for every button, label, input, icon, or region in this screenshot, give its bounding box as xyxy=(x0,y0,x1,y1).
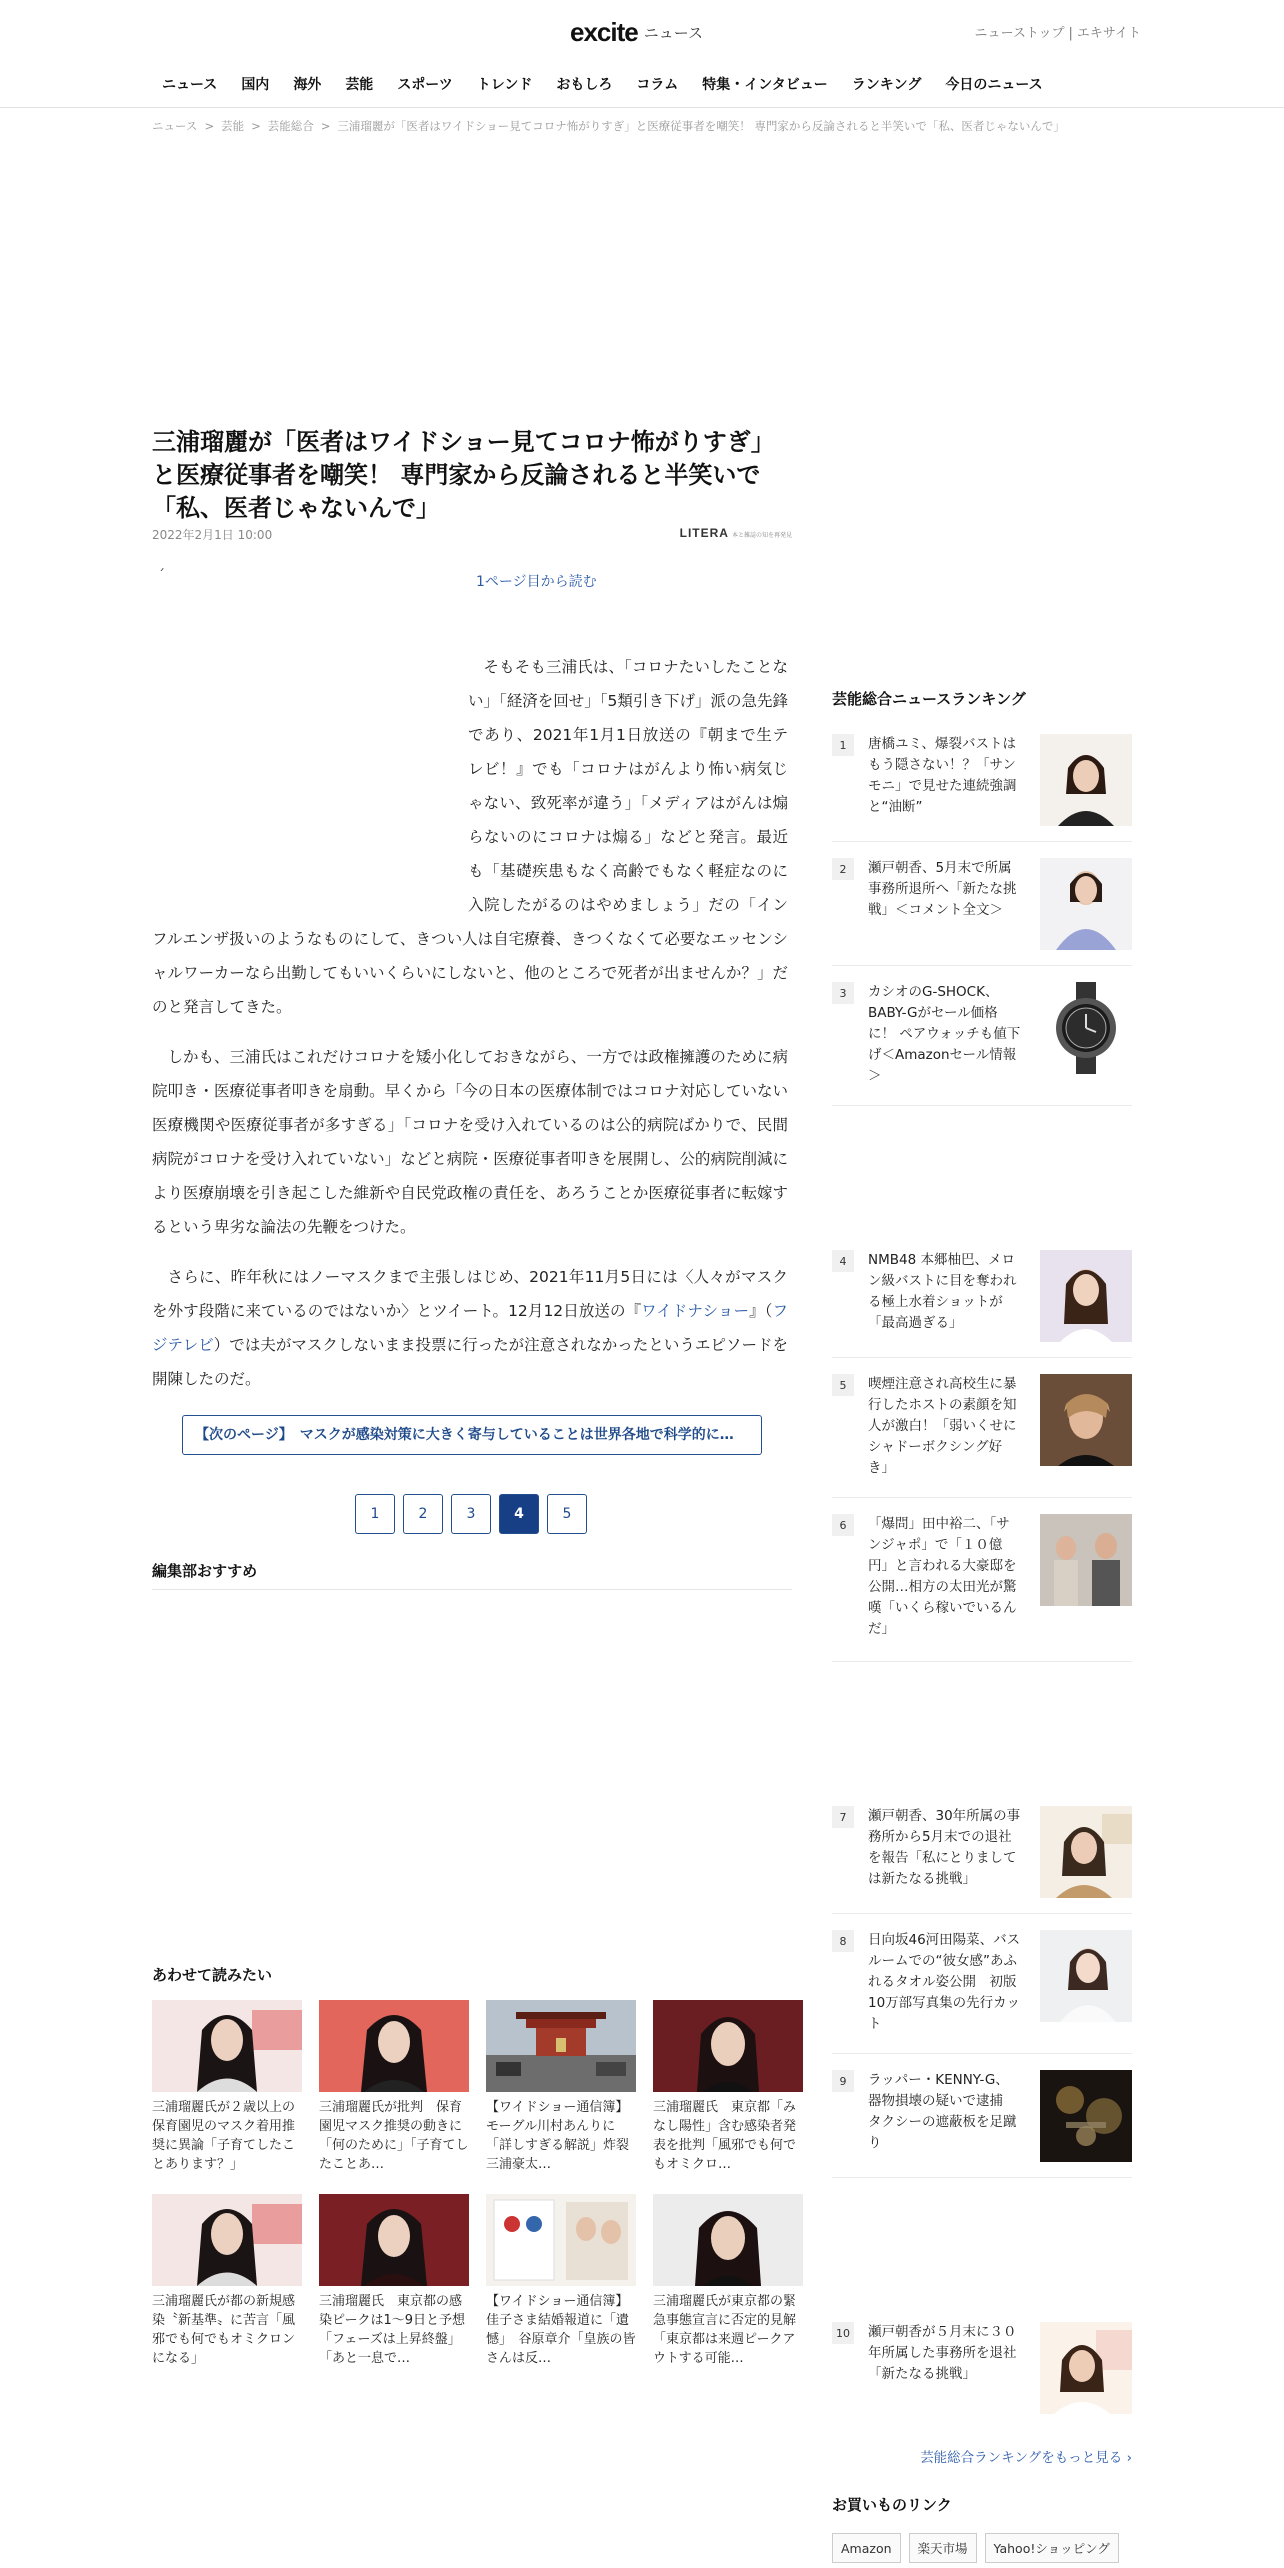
ranking-number: 2 xyxy=(832,858,854,880)
related-item[interactable] xyxy=(319,2000,469,2174)
page-3-button[interactable]: 3 xyxy=(451,1494,491,1534)
ranking-item[interactable] xyxy=(832,2070,1132,2178)
rakuten-link[interactable]: 楽天市場 xyxy=(909,2533,977,2563)
ranking-item[interactable] xyxy=(832,1374,1132,1498)
page-1-button[interactable]: 1 xyxy=(355,1494,395,1534)
widenashow-link[interactable]: ワイドナショー xyxy=(641,1302,750,1320)
ranking-title: 瀬戸朝香、5月末で所属事務所退所へ「新たな挑戦」＜コメント全文＞ xyxy=(868,860,1017,918)
separator: | xyxy=(1068,26,1073,41)
shopping-links xyxy=(832,2533,1119,2563)
source-logo[interactable] xyxy=(680,526,792,540)
ranking-title: カシオのG-SHOCK、BABY-Gがセール価格に！ ペアウォッチも値下げ＜Amazonセール情報＞ xyxy=(868,984,1021,1084)
ranking-item[interactable] xyxy=(832,2322,1132,2430)
related-title: 三浦瑠麗氏が都の新規感染〝新基準〟に苦言「風邪でも何でもオミクロンになる」 xyxy=(152,2294,296,2366)
nav-domestic[interactable]: 国内 xyxy=(241,77,270,93)
nav-column[interactable]: コラム xyxy=(636,77,679,93)
shopping-links-heading: お買いものリンク xyxy=(832,2496,952,2514)
ranking-title: NMB48 本郷柚巴、メロン級バストに目を奪われる極上水着ショットが「最高過ぎる」 xyxy=(868,1252,1017,1331)
ranking-thumbnail xyxy=(1040,858,1132,950)
ranking-title: 瀬戸朝香、30年所属の事務所から5月末での退社を報告「私にとりましては新たなる挑戦」 xyxy=(868,1808,1021,1887)
related-thumbnail xyxy=(152,2000,302,2092)
ranking-title: 喫煙注意され高校生に暴行したホストの素顔を知人が激白！「弱いくせにシャドーボクシング好き」 xyxy=(868,1376,1017,1476)
pagination xyxy=(355,1494,587,1534)
recommend-heading: 編集部おすすめ xyxy=(152,1562,258,1580)
nav-ranking[interactable]: ランキング xyxy=(851,77,922,93)
breadcrumb-separator: > xyxy=(251,119,261,133)
related-title: 三浦瑠麗氏 東京都の感染ピークは1～9日と予想「フェーズは上昇終盤」「あと一息で… xyxy=(319,2294,466,2366)
breadcrumb xyxy=(152,118,1132,134)
divider xyxy=(152,1589,792,1590)
breadcrumb-entertainment-general[interactable]: 芸能総合 xyxy=(267,119,314,133)
ranking-item[interactable] xyxy=(832,1514,1132,1662)
article-date: 2022年2月1日 10:00 xyxy=(152,528,273,542)
ranking-number: 3 xyxy=(832,982,854,1004)
ranking-thumbnail xyxy=(1040,2322,1132,2414)
ranking-thumbnail xyxy=(1040,1806,1132,1898)
ranking-item[interactable] xyxy=(832,734,1132,842)
page-5-button[interactable]: 5 xyxy=(547,1494,587,1534)
top-links xyxy=(975,22,1141,41)
related-thumbnail xyxy=(486,2000,636,2092)
ranking-thumbnail xyxy=(1040,1514,1132,1606)
related-thumbnail xyxy=(653,2194,803,2286)
ranking-thumbnail xyxy=(1040,2070,1132,2162)
related-item[interactable] xyxy=(653,2000,803,2174)
related-articles xyxy=(152,2000,797,2368)
site-header xyxy=(0,0,1284,108)
ranking-number: 6 xyxy=(832,1514,854,1536)
yahoo-shopping-link[interactable]: Yahoo!ショッピング xyxy=(985,2533,1119,2563)
related-item[interactable] xyxy=(486,2000,643,2174)
breadcrumb-current: 三浦瑠麗が「医者はワイドショー見てコロナ怖がりすぎ」と医療従事者を嘲笑！ 専門家から反論されると半笑いで「私、医者じゃないんで」 xyxy=(337,119,1065,133)
related-thumbnail xyxy=(319,2194,469,2286)
page-2-button[interactable]: 2 xyxy=(403,1494,443,1534)
breadcrumb-entertainment[interactable]: 芸能 xyxy=(221,119,245,133)
ranking-title: 唐橋ユミ、爆裂バストはもう隠さない！？「サンモニ」で見せた連続強調と“油断” xyxy=(868,736,1017,815)
related-title: 三浦瑠麗氏が２歳以上の保育園児のマスク着用推奨に異論「子育てしたことあります？」 xyxy=(152,2100,296,2172)
nav-entertainment[interactable]: 芸能 xyxy=(345,77,374,93)
news-top-link[interactable]: ニューストップ xyxy=(974,26,1065,41)
ranking-thumbnail xyxy=(1040,1250,1132,1342)
breadcrumb-separator: > xyxy=(204,119,215,133)
article-body xyxy=(152,650,788,1412)
inline-ad-space xyxy=(152,650,468,900)
related-thumbnail xyxy=(486,2194,636,2286)
nav-sports[interactable]: スポーツ xyxy=(397,77,453,93)
related-title: 【ワイドショー通信簿】モーグル川村あんりに「詳しすぎる解説」炸裂 三浦豪太… xyxy=(486,2100,643,2172)
ranking-item[interactable] xyxy=(832,1806,1132,1914)
amazon-link[interactable]: Amazon xyxy=(832,2533,901,2563)
ranking-number: 10 xyxy=(832,2322,854,2344)
ranking-number: 1 xyxy=(832,734,854,756)
ranking-item[interactable] xyxy=(832,1930,1132,2054)
ranking-number: 8 xyxy=(832,1930,854,1952)
ranking-title: 日向坂46河田陽菜、バスルームでの“彼女感”あふれるタオル姿公開 初版10万部写真集の先行カット xyxy=(868,1932,1021,2032)
site-logo[interactable] xyxy=(570,14,703,50)
logo-mark: excite xyxy=(570,16,638,47)
related-heading: あわせて読みたい xyxy=(152,1966,273,1984)
related-thumbnail xyxy=(319,2000,469,2092)
related-title: 三浦瑠麗氏が批判 保育園児マスク推奨の動きに「何のために」「子育てしたことあ… xyxy=(319,2100,469,2172)
ranking-item[interactable] xyxy=(832,982,1132,1106)
ranking-thumbnail xyxy=(1040,982,1132,1074)
ranking-number: 9 xyxy=(832,2070,854,2092)
related-title: 【ワイドショー通信簿】佳子さま結婚報道に「遺憾」 谷原章介「皇族の皆さんは反… xyxy=(486,2294,636,2366)
ranking-thumbnail xyxy=(1040,1930,1132,2022)
read-from-page-one-link[interactable]: 1ページ目から読む xyxy=(476,574,597,590)
related-title: 三浦瑠麗氏が東京都の緊急事態宣言に否定的見解「東京都は来週ピークアウトする可能… xyxy=(653,2294,797,2366)
nav-funny[interactable]: おもしろ xyxy=(556,77,613,93)
article-paragraph: そもそも三浦氏は、「コロナたいしたことない」「経済を回せ」「5類引き下げ」派の急先鋒であり、2021年1月1日放送の『朝まで生テレビ！』でも「コロナはがんより怖い病気じゃない、致死率が違う」「メディアはがんは煽らないのにコロナは煽る」などと発言。最近も「基礎疾患もなく高齢でもなく軽症なのに入院したがるのはやめましょう」だの「インフルエンザ扱いのようなものにして、きつい人は自宅療養、きつくなくて必要なエッセンシャルワーカーなら出勤してもいいくらいにしないと、他のところで死者が出ませんか？」だのと発言してきた。 xyxy=(152,658,788,1016)
breadcrumb-news[interactable]: ニュース xyxy=(152,119,198,133)
next-page-button[interactable]: 【次のページ】 マスクが感染対策に大きく寄与していることは世界各地で科学的に… xyxy=(182,1415,762,1455)
related-title: 三浦瑠麗氏 東京都「みなし陽性」含む感染者発表を批判「風邪でも何でもオミクロ… xyxy=(653,2100,797,2172)
ranking-title: 「爆問」田中裕二、「サンジャポ」で「１０億円」と言われる大豪邸を公開…相方の太田光が驚嘆「いくら稼いでいるんだ」 xyxy=(868,1516,1017,1637)
ranking-thumbnail xyxy=(1040,1374,1132,1466)
ranking-number: 7 xyxy=(832,1806,854,1828)
chevron-right-icon: › xyxy=(1126,2450,1132,2466)
ranking-item[interactable] xyxy=(832,858,1132,966)
source-name: LITERA xyxy=(679,526,729,540)
nav-world[interactable]: 海外 xyxy=(293,77,322,93)
ranking-thumbnail xyxy=(1040,734,1132,826)
article-paragraph: しかも、三浦氏はこれだけコロナを矮小化しておきながら、一方では政権擁護のために病院叩き・医療従事者叩きを扇動。早くから「今の日本の医療体制ではコロナ対応していない医療機関や医療従事者が多すぎる」「コロナを受け入れているのは公的病院ばかりで、民間病院がコロナを受け入れていない」などと病院・医療従事者叩きを展開し、公的病院削減により医療崩壊を引き起こした維新や自民党政権の責任を、あろうことか医療従事者に転嫁するという卑劣な論法の先鞭をつけた。 xyxy=(152,1048,788,1236)
ranking-title: 瀬戸朝香が５月末に３０年所属した事務所を退社「新たなる挑戦」 xyxy=(868,2324,1017,2382)
logo-subtitle: ニュース xyxy=(643,23,703,42)
nav-trend[interactable]: トレンド xyxy=(476,77,533,93)
article-meta xyxy=(152,526,792,546)
image-placeholder-mark: ´ xyxy=(158,568,165,584)
ranking-title: ラッパー・KENNY-G、器物損壊の疑いで逮捕 タクシーの遮蔽板を足蹴り xyxy=(868,2072,1017,2151)
article-title: 三浦瑠麗が「医者はワイドショー見てコロナ怖がりすぎ」と医療従事者を嘲笑！ 専門家から反論されると半笑いで「私、医者じゃないんで」 xyxy=(152,428,775,522)
related-thumbnail xyxy=(653,2000,803,2092)
ranking-number: 4 xyxy=(832,1250,854,1272)
excite-link[interactable]: エキサイト xyxy=(1076,26,1141,41)
nav-features[interactable]: 特集・インタビュー xyxy=(702,77,828,93)
ranking-item[interactable] xyxy=(832,1250,1132,1358)
related-thumbnail xyxy=(152,2194,302,2286)
related-item[interactable] xyxy=(152,2000,302,2174)
page-4-button-current[interactable]: 4 xyxy=(499,1494,539,1534)
nav-news[interactable]: ニュース xyxy=(162,77,218,93)
related-item[interactable] xyxy=(653,2194,803,2368)
article-paragraph: さらに、昨年秋にはノーマスクまで主張しはじめ、2021年11月5日には〈人々がマスクを外す段階に来ているのではないか〉とツイート。12月12日放送の『ワイドナショー』（フジテレビ）では夫がマスクしないまま投票に行ったが注意されなかったというエピソードを開陳したのだ。 xyxy=(152,1268,788,1388)
ranking-number: 5 xyxy=(832,1374,854,1396)
fujitv-link[interactable]: フジテレビ xyxy=(152,1302,788,1354)
ranking-more-link[interactable]: 芸能総合ランキングをもっと見る › xyxy=(920,2450,1132,2466)
ranking-heading: 芸能総合ニュースランキング xyxy=(832,690,1026,708)
breadcrumb-separator: > xyxy=(320,119,331,133)
nav-today[interactable]: 今日のニュース xyxy=(945,77,1043,93)
source-tagline: 本と雑誌の知を再発見 xyxy=(731,533,792,539)
related-item[interactable] xyxy=(152,2194,302,2368)
global-nav xyxy=(150,70,1055,100)
related-item[interactable] xyxy=(486,2194,636,2368)
related-item[interactable] xyxy=(319,2194,469,2368)
